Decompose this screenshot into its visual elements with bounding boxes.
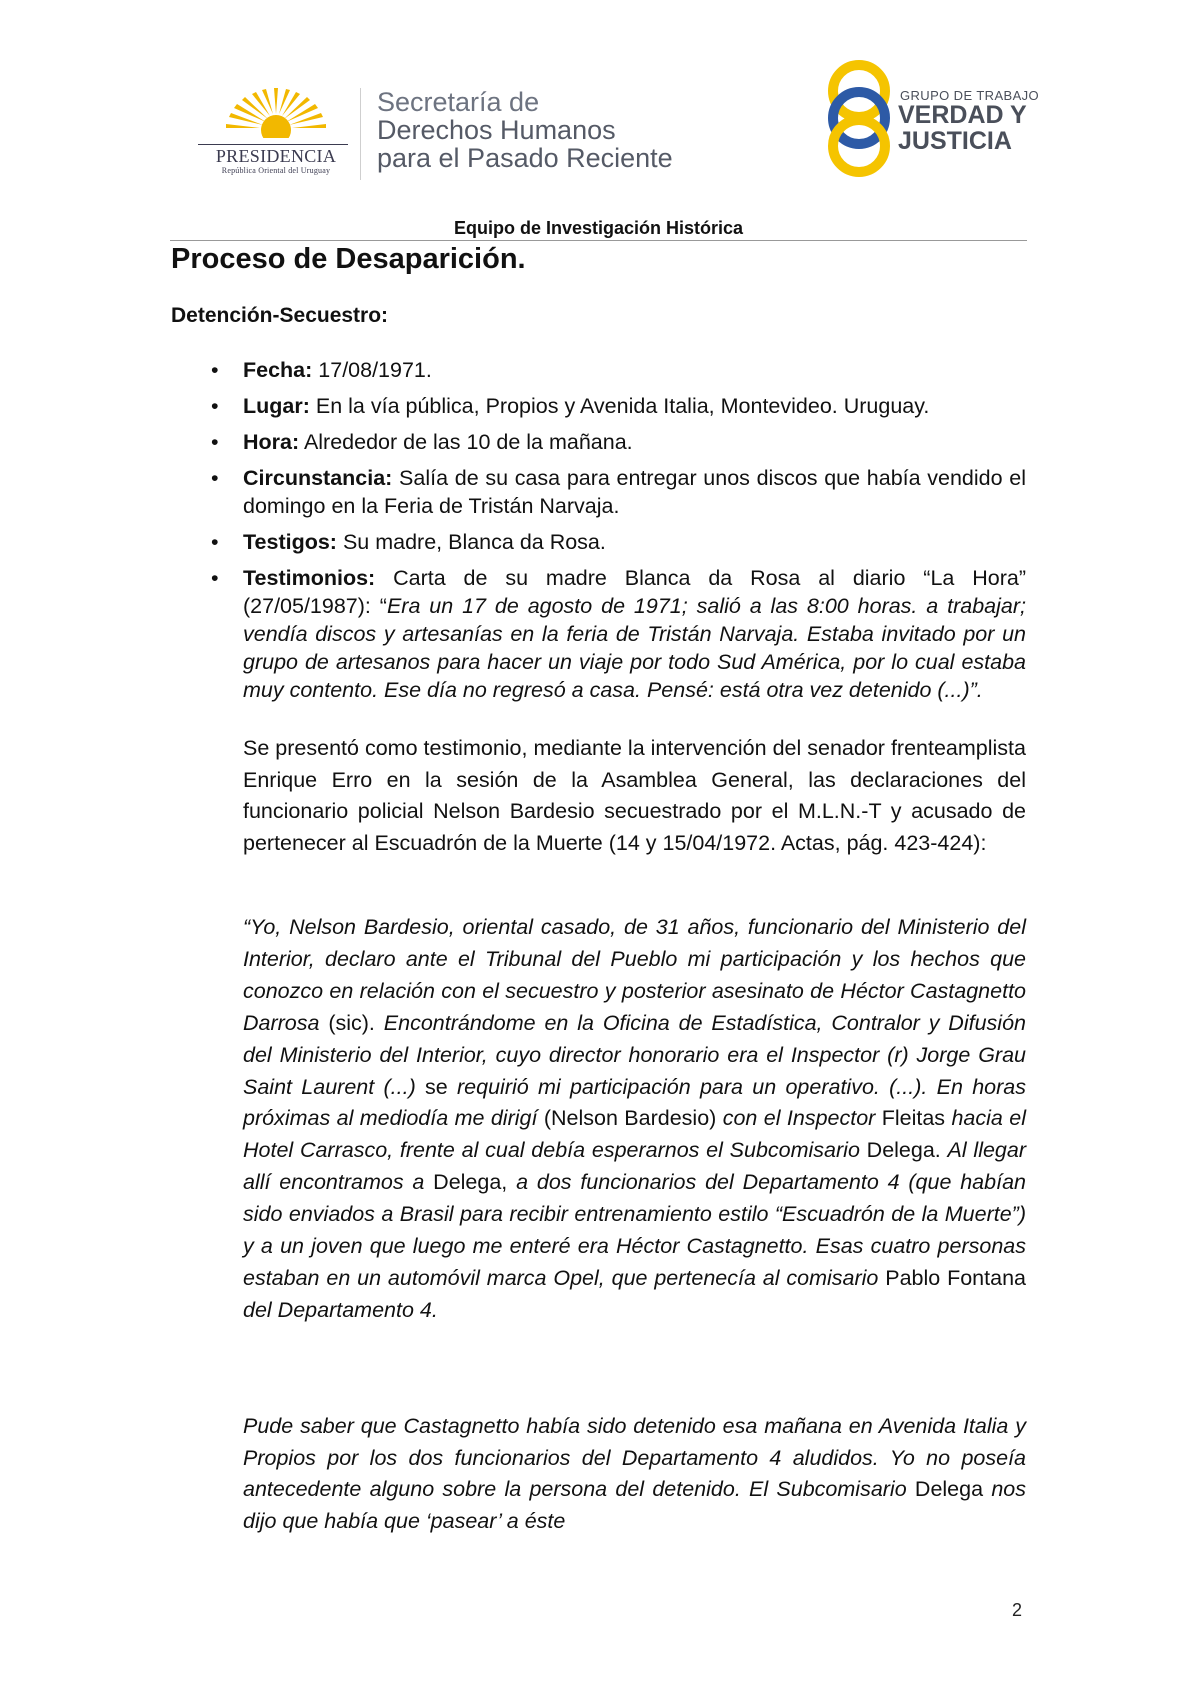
equipo-header: Equipo de Investigación Histórica [453, 218, 744, 238]
page-title: Proceso de Desaparición. [171, 243, 526, 275]
quote-span: Encontrándome en la Oficina de Estadística, Contralor y Difusión del Ministerio del Interior, cuyo director honorario era el Inspector (r) Jorge Grau Saint Laurent (...) [243, 1010, 1026, 1099]
testigos-label: Testigos: [243, 530, 337, 554]
lugar-value: En la vía pública, Propios y Avenida Italia, Montevideo. Uruguay. [309, 394, 930, 418]
quote-span: “Yo, Nelson Bardesio, oriental casado, de 31 años, funcionario del Ministerio del Interior, declaro ante el Tribunal del Pueblo mi participación y los hechos que conozco en relación con el secuestro y posterior asesinato de Héctor Castagnetto Darrosa [243, 915, 1026, 1035]
quote-span: requirió mi participación para un operativo. (...). En horas próximas al mediodía me dirigí [243, 1074, 1027, 1131]
verdad-justicia-rings-logo [822, 56, 896, 180]
quote-span: Pude saber que Castagnetto había sido detenido esa mañana en Avenida Italia y Propios por los dos funcionarios del Departamento 4 aludidos. Yo no poseía antecedente alguno sobre la persona del detenido. El Subcomisario [243, 1414, 1026, 1502]
testimonios-label: Testimonios: [243, 566, 376, 590]
quote-span: (sic). [319, 1010, 384, 1035]
quote-span: Delega. [859, 1138, 948, 1163]
quote-span: Al llegar allí encontramos a [243, 1138, 1027, 1195]
quote-span: a dos funcionarios del Departamento 4 (que habían sido enviados a Brasil para recibir entrenamiento estilo “Escuadrón de la Muerte”) y a un joven que luego me enteré era Héctor Castagnetto. Esas cuatro personas estaban en un automóvil marca Opel, que pertenecía al comisario [243, 1170, 1026, 1290]
verdad-justicia-label [898, 102, 1027, 154]
quote-span: Delega [906, 1477, 992, 1502]
quote-span: Delega, [424, 1170, 517, 1195]
grupo-label: GRUPO DE TRABAJO [900, 88, 1040, 103]
bardesio-quote-continued [243, 1411, 1026, 1537]
bullet-icon: • [211, 430, 219, 454]
bullet-icon: • [211, 394, 219, 418]
page-number: 2 [1012, 1600, 1023, 1620]
quote-span: se [415, 1074, 458, 1099]
secretaria-line2: Derechos Humanos [377, 115, 616, 145]
circunstancia-label: Circunstancia: [243, 466, 393, 490]
bullet-icon: • [211, 566, 219, 590]
testimonios-quote: Era un 17 de agosto de 1971; salió a las 8:00 horas. a trabajar; vendía discos y artesanías en la feria de Tristán Narvaja. Estaba invitado por un grupo de artesanos para hacer un viaje por todo Sud América, por lo cual estaba muy contento. Ese día no regresó a casa. Pensé: está otra vez detenido (...)”. [243, 594, 1027, 702]
circunstancia-value: Salía de su casa para entregar unos discos que había vendido el domingo en la Feria de Tristán Narvaja. [243, 466, 1026, 518]
presidencia-rule [198, 144, 348, 145]
quote-span: hacia el Hotel Carrasco, frente al cual debía esperarnos el Subcomisario [243, 1106, 1026, 1163]
secretaria-line1: Secretaría de [377, 87, 540, 117]
list-item-fecha [211, 356, 1026, 384]
details-list [211, 356, 1027, 712]
hora-label: Hora: [243, 430, 300, 454]
bullet-icon: • [211, 530, 219, 554]
testimonios-value: Carta de su madre Blanca da Rosa al diario “La Hora” (27/05/1987): “ [243, 566, 1026, 618]
presidencia-label: PRESIDENCIA [215, 146, 337, 166]
quote-span: (Nelson Bardesio) [537, 1106, 723, 1131]
list-item-testigos [211, 528, 1026, 556]
quote-span: Fleitas [875, 1106, 952, 1131]
list-item-testimonios [211, 564, 1027, 704]
quote-span: del Departamento 4. [243, 1297, 438, 1322]
lugar-label: Lugar: [243, 394, 310, 418]
bullet-icon: • [211, 358, 219, 382]
list-item-lugar [211, 392, 1026, 420]
quote-span: nos dijo que había que ‘pasear’ a éste [243, 1477, 1026, 1533]
list-item-circunstancia [211, 464, 1026, 520]
bullet-icon: • [211, 466, 219, 490]
fecha-label: Fecha: [243, 358, 313, 382]
hora-value: Alrededor de las 10 de la mañana. [299, 430, 633, 454]
fecha-value: 17/08/1971. [312, 358, 432, 382]
section-subtitle: Detención-Secuestro: [171, 304, 389, 327]
quote-span: con el Inspector [722, 1106, 876, 1131]
list-item-hora [211, 428, 1026, 456]
verdad-line1: VERDAD Y [898, 101, 1027, 129]
secretaria-logo-text [377, 88, 673, 172]
verdad-line2: JUSTICIA [898, 127, 1012, 155]
testimony-paragraph: Se presentó como testimonio, mediante la intervención del senador frenteamplista Enrique Erro en la sesión de la Asamblea General, las declaraciones del funcionario policial Nelson Bardesio secuestrado por el M.L.N.-T y acusado de pertenecer al Escuadrón de la Muerte (14 y 15/04/1972. Actas, pág. 423-424): [243, 736, 1026, 855]
presidencia-sub-label: República Oriental del Uruguay [221, 166, 331, 175]
quote-span: Pablo Fontana [878, 1265, 1026, 1290]
secretaria-line3: para el Pasado Reciente [377, 143, 673, 173]
header-divider [360, 88, 361, 180]
testigos-value: Su madre, Blanca da Rosa. [336, 530, 606, 554]
header-rule [170, 240, 1027, 241]
bardesio-quote [243, 912, 1026, 1327]
